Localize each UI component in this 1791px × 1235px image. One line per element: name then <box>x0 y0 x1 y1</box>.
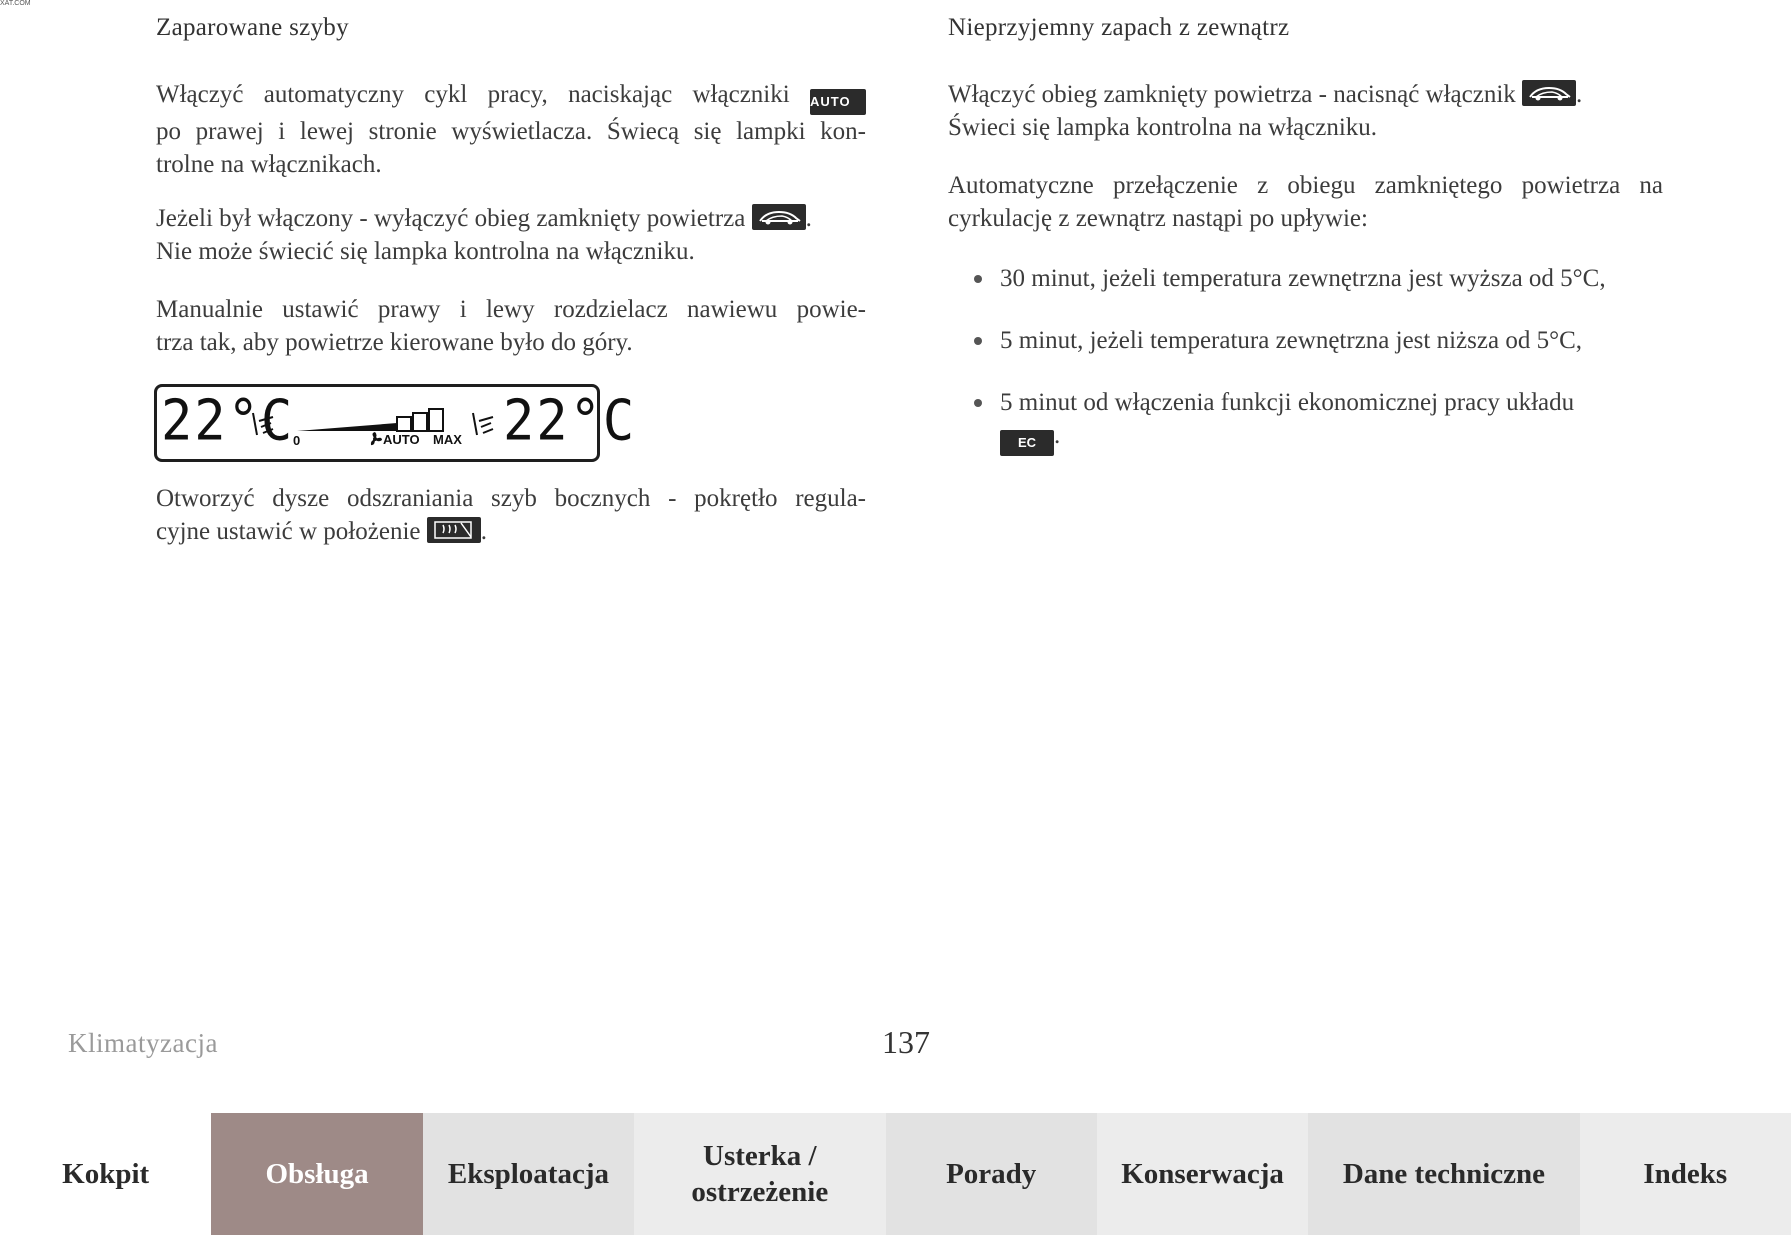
paragraph-line: Automatyczne przełączenie z obiegu zamkniętego powietrza na <box>948 172 1663 199</box>
list-item: 5 minut od włączenia funkcji ekonomicznej pracy układu EC . <box>974 386 1664 456</box>
paragraph-line: Nie może świecić się lampka kontrolna na włączniku. <box>156 238 695 265</box>
climate-display-panel <box>154 384 637 462</box>
tab-dane-techniczne[interactable]: Dane techniczne <box>1308 1113 1579 1235</box>
paragraph-line: cyjne ustawić w położenie . <box>156 518 487 545</box>
chapter-nav-bar <box>0 1113 1791 1235</box>
section-heading-bad-smell: Nieprzyjemny zapach z zewnątrz <box>948 14 1290 41</box>
tab-eksploatacja[interactable]: Eksploatacja <box>423 1113 634 1235</box>
tab-konserwacja[interactable]: Konserwacja <box>1097 1113 1308 1235</box>
paragraph-line: cyrkulację z zewnątrz nastąpi po upływie: <box>948 205 1368 232</box>
tab-obsluga[interactable]: Obsługa <box>211 1113 422 1235</box>
airflow-windshield-icon <box>249 409 279 439</box>
tab-indeks[interactable]: Indeks <box>1580 1113 1791 1235</box>
fan-scale-zero: 0 <box>293 433 301 448</box>
fan-icon <box>367 431 383 447</box>
paragraph-line: Włączyć obieg zamknięty powietrza - nacisnąć włącznik . <box>948 81 1583 108</box>
page-number: 137 <box>882 1024 930 1060</box>
paragraph-line: trza tak, aby powietrze kierowane było do góry. <box>156 329 633 356</box>
max-indicator: MAX <box>433 432 462 447</box>
paragraph-line: Jeżeli był włączony - wyłączyć obieg zamknięty powietrza . <box>156 205 812 232</box>
paragraph-line: Włączyć automatyczny cykl pracy, naciskając włączniki AUTO <box>156 78 866 115</box>
tab-kokpit[interactable]: Kokpit <box>0 1113 211 1235</box>
paragraph-recirc-on <box>948 78 1663 144</box>
paragraph-auto-switch <box>948 169 1663 235</box>
fan-speed-bar <box>297 405 457 433</box>
list-item: 5 minut, jeżeli temperatura zewnętrzna jest niższa od 5°C, <box>974 324 1664 357</box>
paragraph-side-defrost <box>156 482 866 548</box>
paragraph-line: trolne na włącznikach. <box>156 151 382 178</box>
watermark-text: XAT.COM <box>0 0 31 7</box>
paragraph-line: Otworzyć dysze odszraniania szyb bocznych - pokrętło regula- <box>156 485 866 512</box>
bullet-icon <box>974 399 982 407</box>
auto-indicator: AUTO <box>383 432 420 447</box>
paragraph-line: Manualnie ustawić prawy i lewy rozdzielacz nawiewu powie- <box>156 296 866 323</box>
airflow-windshield-icon <box>469 409 499 439</box>
paragraph-recirc-off <box>156 202 866 268</box>
list-item: 30 minut, jeżeli temperatura zewnętrzna jest wyższa od 5°C, <box>974 262 1664 295</box>
paragraph-line: Świeci się lampka kontrolna na włączniku. <box>948 114 1378 141</box>
right-temperature-readout: 22°C <box>503 388 637 454</box>
paragraph-line: po prawej i lewej stronie wyświetlacza. Świecą się lampki kon- <box>156 118 866 145</box>
auto-button-icon: AUTO <box>810 89 866 115</box>
tab-usterka-ostrzezenie[interactable]: Usterka / ostrzeżenie <box>634 1113 885 1235</box>
paragraph-manual-vents <box>156 293 866 359</box>
footer-section-title: Klimatyzacja <box>68 1028 218 1058</box>
bullet-icon <box>974 337 982 345</box>
tab-porady[interactable]: Porady <box>886 1113 1097 1235</box>
recirculation-icon <box>752 204 806 230</box>
paragraph-auto-cycle <box>156 78 866 181</box>
bullet-icon <box>974 275 982 283</box>
recirculation-icon <box>1522 80 1576 106</box>
ec-button-icon: EC <box>1000 430 1054 456</box>
side-window-defrost-icon <box>427 517 481 543</box>
section-heading-fogged-windows: Zaparowane szyby <box>156 14 349 41</box>
left-temperature-readout: 22°C <box>161 388 295 454</box>
